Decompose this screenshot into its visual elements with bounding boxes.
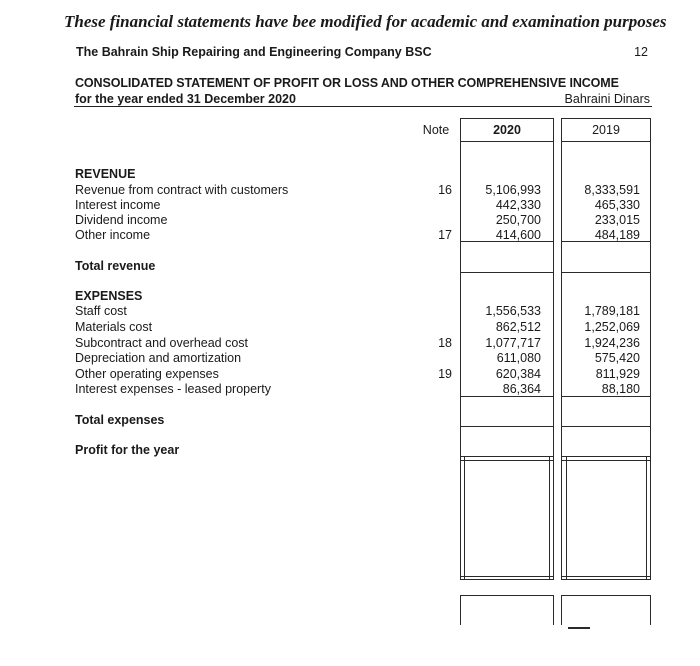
expense-row-label: Interest expenses - leased property xyxy=(75,382,271,396)
header-separator-2020 xyxy=(460,141,554,142)
profit-line-2019 xyxy=(561,456,651,457)
total-revenue-label: Total revenue xyxy=(75,259,156,273)
currency-label: Bahraini Dinars xyxy=(564,92,650,106)
revenue-heading: REVENUE xyxy=(75,167,136,181)
expense-row-2019: 1,924,236 xyxy=(584,336,640,350)
revenue-row-note: 17 xyxy=(438,228,452,242)
revenue-total-line-2019 xyxy=(561,272,651,273)
revenue-row-note: 16 xyxy=(438,183,452,197)
revenue-row-label: Dividend income xyxy=(75,213,168,227)
year-2019-header: 2019 xyxy=(592,123,620,137)
profit-double-line-2019 xyxy=(561,460,651,461)
company-name: The Bahrain Ship Repairing and Engineering Company BSC xyxy=(76,45,432,59)
year-2020-header: 2020 xyxy=(493,123,521,137)
expense-row-note: 18 xyxy=(438,336,452,350)
bottom-inner-line-2020 xyxy=(460,576,554,577)
statement-title: CONSOLIDATED STATEMENT OF PROFIT OR LOSS AND OTHER COMPREHENSIVE INCOME xyxy=(75,76,619,90)
banner-note: These financial statements have bee modified for academic and examination purposes xyxy=(64,12,667,31)
inner-edge-2020-right xyxy=(549,456,550,580)
expense-subtotal-line-2020 xyxy=(460,396,554,397)
expense-subtotal-line-2019 xyxy=(561,396,651,397)
page-number: 12 xyxy=(634,45,648,59)
expense-row-label: Depreciation and amortization xyxy=(75,351,242,365)
inner-edge-2020-left xyxy=(464,456,465,580)
expense-row-2020: 862,512 xyxy=(495,320,541,334)
expense-row-label: Materials cost xyxy=(75,320,153,334)
lower-box-2020-left xyxy=(460,595,461,625)
inner-edge-2019-left xyxy=(566,456,567,580)
revenue-row-2019: 465,330 xyxy=(594,198,640,212)
header-rule xyxy=(74,106,652,107)
note-column-header: Note xyxy=(422,123,450,137)
expense-row-2019: 88,180 xyxy=(601,382,640,396)
lower-box-mark xyxy=(568,627,590,629)
lower-box-2019-left xyxy=(561,595,562,625)
profit-double-line-2020 xyxy=(460,460,554,461)
profit-line-2020 xyxy=(460,456,554,457)
profit-for-year-label: Profit for the year xyxy=(75,443,180,457)
revenue-row-2020: 442,330 xyxy=(495,198,541,212)
expense-row-2020: 1,077,717 xyxy=(485,336,541,350)
statement-period: for the year ended 31 December 2020 xyxy=(75,92,296,106)
revenue-row-label: Revenue from contract with customers xyxy=(75,183,289,197)
revenue-row-label: Interest income xyxy=(75,198,161,212)
expense-row-label: Staff cost xyxy=(75,304,127,318)
revenue-row-2020: 5,106,993 xyxy=(485,183,541,197)
header-separator-2019 xyxy=(561,141,651,142)
expense-row-2020: 620,384 xyxy=(495,367,541,381)
expenses-heading: EXPENSES xyxy=(75,289,143,303)
bottom-inner-line-2019 xyxy=(561,576,651,577)
expense-row-2019: 1,252,069 xyxy=(584,320,640,334)
expense-row-label: Subcontract and overhead cost xyxy=(75,336,249,350)
expense-total-line-2020 xyxy=(460,426,554,427)
revenue-row-2020: 414,600 xyxy=(495,228,541,242)
expense-row-2019: 811,929 xyxy=(595,367,640,381)
expense-row-2020: 86,364 xyxy=(502,382,541,396)
expense-row-2019: 1,789,181 xyxy=(584,304,640,318)
expense-row-label: Other operating expenses xyxy=(75,367,219,381)
lower-box-top-2019 xyxy=(561,595,651,596)
lower-box-2019-right xyxy=(650,595,651,625)
revenue-row-2019: 233,015 xyxy=(594,213,640,227)
revenue-row-2020: 250,700 xyxy=(495,213,541,227)
inner-edge-2019-right xyxy=(646,456,647,580)
revenue-row-2019: 484,189 xyxy=(594,228,640,242)
expense-total-line-2019 xyxy=(561,426,651,427)
revenue-total-line-2020 xyxy=(460,272,554,273)
expense-row-2019: 575,420 xyxy=(594,351,640,365)
expense-row-note: 19 xyxy=(438,367,452,381)
revenue-row-label: Other income xyxy=(75,228,151,242)
expense-row-2020: 1,556,533 xyxy=(485,304,541,318)
expense-row-2020: 611,080 xyxy=(496,351,541,365)
lower-box-top-2020 xyxy=(460,595,554,596)
total-expenses-label: Total expenses xyxy=(75,413,165,427)
revenue-row-2019: 8,333,591 xyxy=(584,183,640,197)
lower-box-2020-right xyxy=(553,595,554,625)
